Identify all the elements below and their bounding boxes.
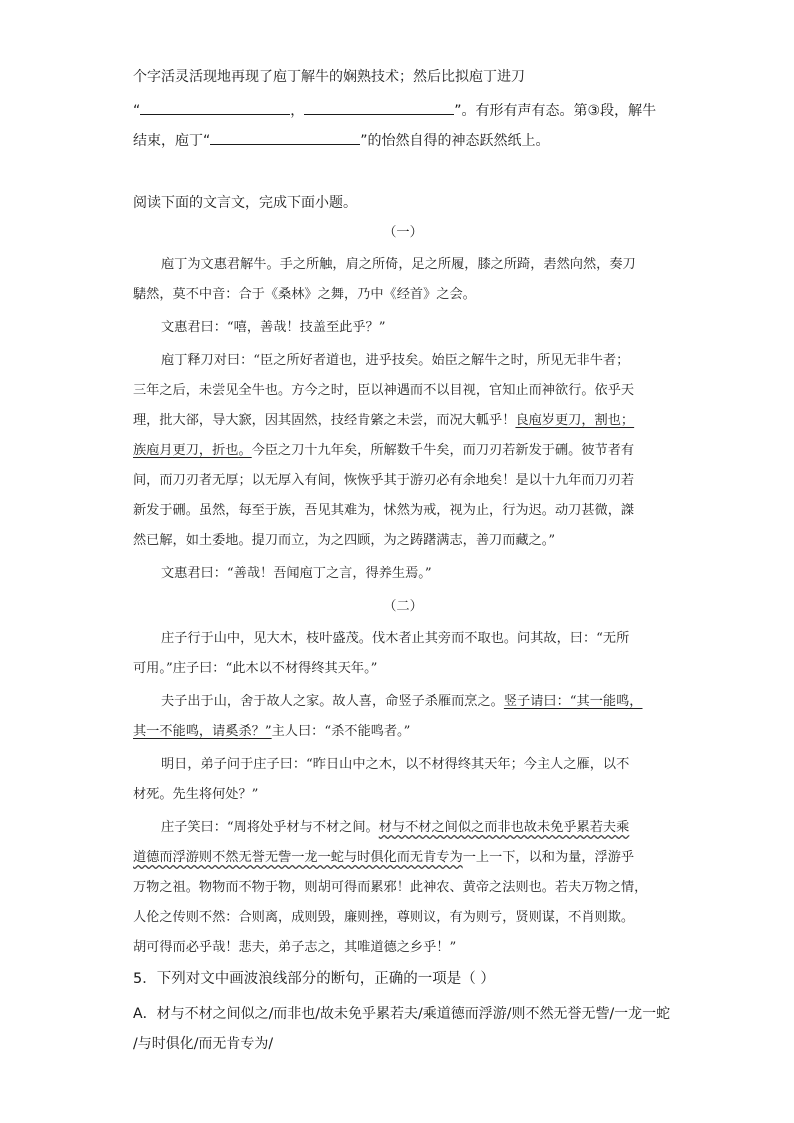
option-a-continued[interactable]: /与时俱化/而无肯专为/	[133, 1036, 274, 1052]
classical-text-line: 然已解，如土委地。提刀而立，为之四顾，为之踌躇满志，善刀而藏之。”	[133, 533, 556, 548]
wavy-underlined-text: 材与不材之间似之而非也故未免乎累若夫乘	[378, 820, 630, 835]
classical-text-line: 庄子笑曰：“周将处乎材与不材之间。材与不材之间似之而非也故未免乎累若夫乘	[161, 820, 630, 835]
classical-text-line: 新发于硎。虽然，每至于族，吾见其难为，怵然为戒，视为止，行为迟。动刀甚微，謋	[133, 503, 635, 518]
classical-text-line: 三年之后，未尝见全牛也。方今之时，臣以神遇而不以目视，官知止而神欲行。依乎天	[133, 383, 635, 398]
passage-line: 结束，庖丁“ ”的怡然自得的神态跃然纸上。	[133, 130, 673, 151]
wavy-underlined-text: 道德而浮游则不然无誉无訾一龙一蛇与时俱化而无肯专为	[133, 850, 463, 865]
answer-blank-2[interactable]	[304, 100, 454, 115]
underlined-sentence: 竖子请曰：“其一能鸣，	[503, 694, 643, 709]
classical-text-line: 庄子行于山中，见大木，枝叶盛茂。伐木者止其旁而不取也。问其故，曰：“无所	[161, 631, 630, 646]
passage-line: “ ， ”。有形有声有态。第③段，解牛	[133, 100, 673, 121]
answer-blank-3[interactable]	[210, 130, 360, 145]
passage-line: 个字活灵活现地再现了庖丁解牛的娴熟技术；然后比拟庖丁进刀	[133, 69, 525, 85]
classical-text-line: 明日，弟子问于庄子曰：“昨日山中之木，以不材得终其天年；今主人之雁，以不	[161, 757, 630, 772]
classical-text-line: 可用。”庄子曰：“此木以不材得终其天年。”	[133, 661, 378, 676]
underlined-sentence: 其一不能鸣，请奚杀？”	[133, 724, 272, 739]
classical-text-line: 夫子出于山，舍于故人之家。故人喜，命竖子杀雁而烹之。竖子请曰：“其一能鸣，	[161, 694, 643, 709]
section-heading-1: （一）	[383, 225, 423, 240]
classical-text-line: 庖丁释刀对曰：“臣之所好者道也，进乎技矣。始臣之解牛之时，所见无非牛者；	[161, 353, 630, 368]
classical-text-line: 间，而刀刃者无厚；以无厚入有间，恢恢乎其于游刃必有余地矣！是以十九年而刀刃若	[133, 473, 635, 488]
underlined-sentence: 族庖月更刀，折也。	[133, 443, 252, 458]
classical-text-line: 胡可得而必乎哉！悲夫，弟子志之，其唯道德之乡乎！”	[133, 940, 457, 955]
classical-text-line: 庖丁为文惠君解牛。手之所触，肩之所倚，足之所履，膝之所踦，砉然向然，奏刀	[161, 257, 636, 272]
classical-text-line: 理，批大郤，导大窾，因其固然，技经肯綮之未尝，而况大軱乎！良庖岁更刀，割也；	[133, 413, 635, 428]
reading-prompt: 阅读下面的文言文，完成下面小题。	[133, 195, 357, 211]
classical-text-line: 族庖月更刀，折也。今臣之刀十九年矣，所解数千牛矣，而刀刃若新发于硎。彼节者有	[133, 443, 635, 458]
classical-text-line: 其一不能鸣，请奚杀？”主人曰：“杀不能鸣者。”	[133, 724, 411, 739]
classical-text-line: 文惠君曰：“嘻，善哉！技盖至此乎？”	[161, 320, 386, 335]
classical-text-line: 文惠君曰：“善哉！吾闻庖丁之言，得养生焉。”	[161, 566, 432, 581]
classical-text-line: 騞然，莫不中音：合于《桑林》之舞，乃中《经首》之会。	[133, 287, 476, 302]
classical-text-line: 材死。先生将何处？”	[133, 787, 259, 802]
option-a[interactable]: A．材与不材之间似之/而非也/故未免乎累若夫/乘道德而浮游/则不然无誉无訾/一龙一蛇	[133, 1006, 671, 1022]
classical-text-line: 人伦之传则不然：合则离，成则毁，廉则挫，尊则议，有为则亏，贤则谋，不肖则欺。	[133, 910, 635, 925]
classical-text-line: 道德而浮游则不然无誉无訾一龙一蛇与时俱化而无肯专为一上一下，以和为量，浮游乎	[133, 850, 635, 865]
underlined-sentence: 良庖岁更刀，割也；	[515, 413, 635, 428]
question-stem: 5．下列对文中画波浪线部分的断句，正确的一项是（ ）	[133, 971, 495, 987]
answer-blank-1[interactable]	[140, 100, 290, 115]
classical-text-line: 万物之祖。物物而不物于物，则胡可得而累邪！此神农、黄帝之法则也。若夫万物之情，	[133, 880, 648, 895]
section-heading-2: （二）	[383, 599, 423, 614]
